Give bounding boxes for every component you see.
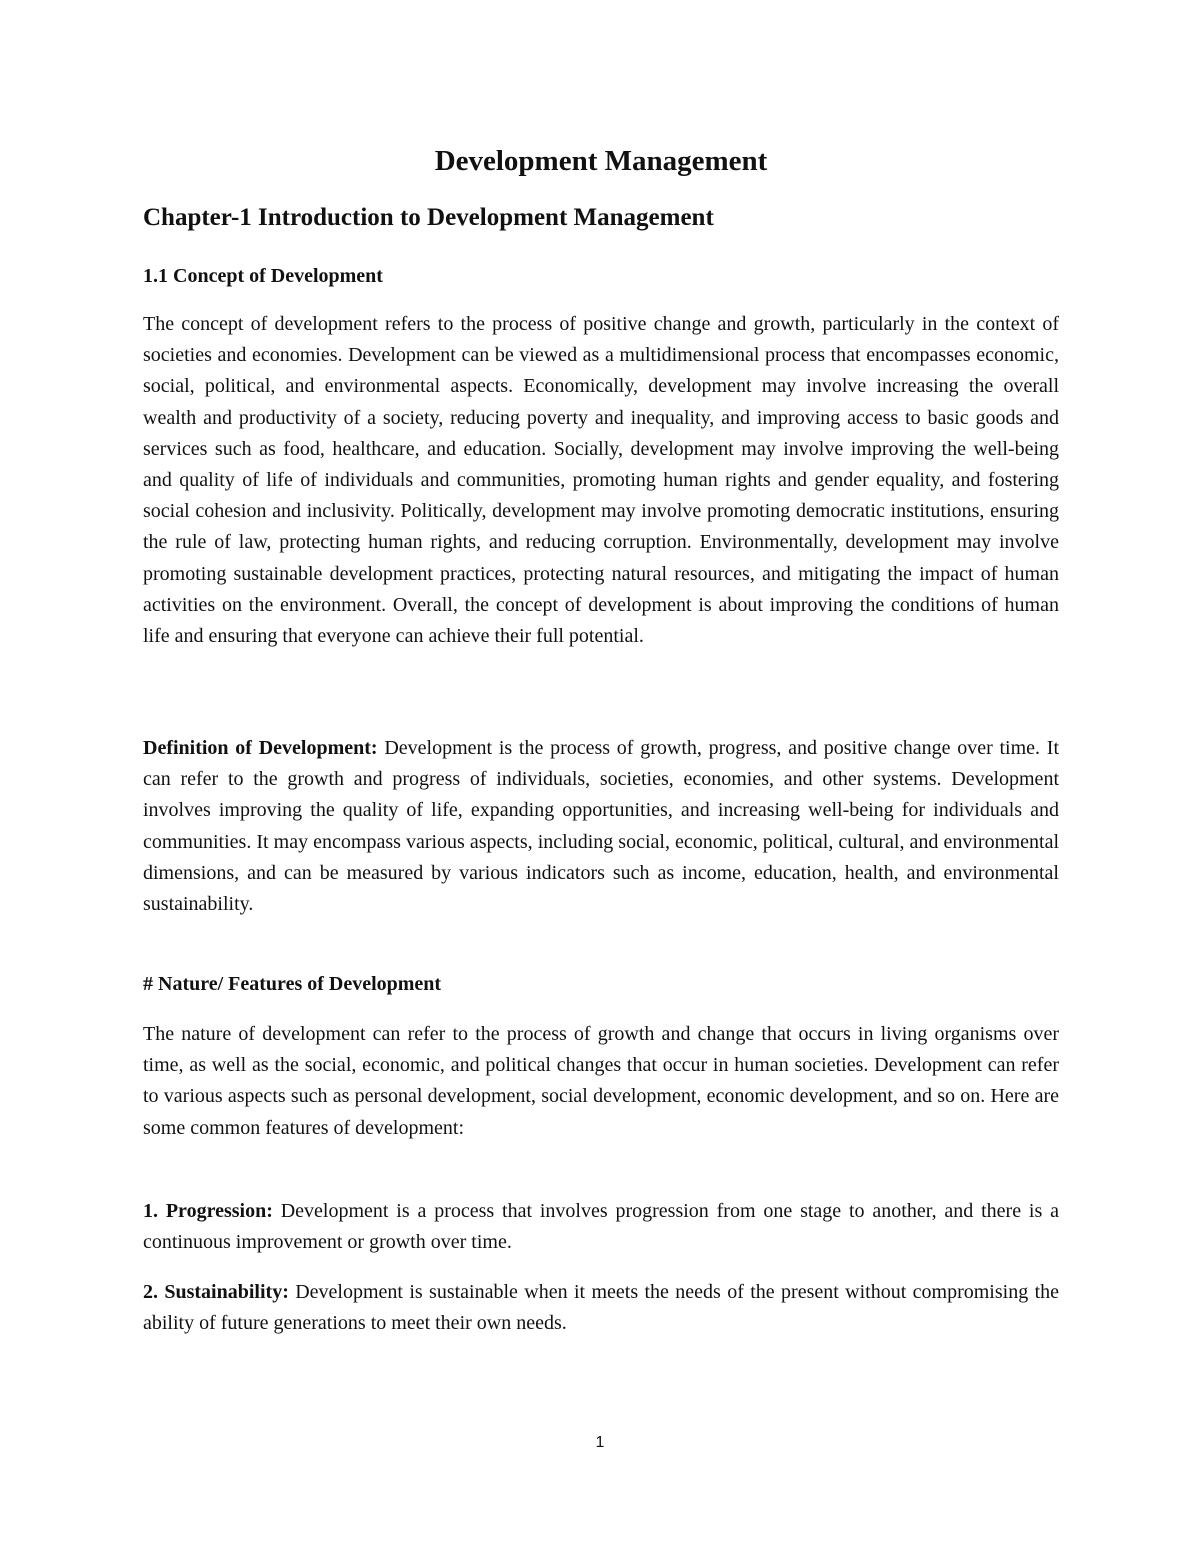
definition-label: Definition of Development: — [143, 737, 378, 759]
concept-paragraph: The concept of development refers to the process of positive change and growth, particularly in the context of societies and economies. Development can be viewed as a multidimensional process that encompasses economic, social, political, and environmental aspects. Economically, development may involve increasing the overall wealth and productivity of a society, reducing poverty and inequality, and improving access to basic goods and services such as food, healthcare, and education. Socially, development may involve improving the well-being and quality of life of individuals and communities, promoting human rights and gender equality, and fostering social cohesion and inclusivity. Politically, development may involve promoting democratic institutions, ensuring the rule of law, protecting human rights, and reducing corruption. Environmentally, development may involve promoting sustainable development practices, protecting natural resources, and mitigating the impact of human activities on the environment. Overall, the concept of development is about improving the conditions of human life and ensuring that everyone can achieve their full potential. — [143, 313, 1059, 648]
feature-item — [143, 1277, 1059, 1339]
feature-text: Development is a process that involves progression from one stage to another, and there is a continuous improvement or growth over time. — [143, 1200, 1059, 1254]
chapter-title: Chapter-1 Introduction to Development Management — [143, 204, 714, 231]
nature-paragraph: The nature of development can refer to the process of growth and change that occurs in living organisms over time, as well as the social, economic, and political changes that occur in human societies. Development can refer to various aspects such as personal development, social development, economic development, and so on. Here are some common features of development: — [143, 1023, 1059, 1139]
definition-paragraph — [143, 733, 1059, 920]
section-title: 1.1 Concept of Development — [143, 265, 383, 287]
feature-label: 2. Sustainability: — [143, 1281, 289, 1303]
feature-text: Development is sustainable when it meets the needs of the present without compromising the ability of future generations to meet their own needs. — [143, 1281, 1059, 1335]
document-title: Development Management — [434, 145, 768, 177]
definition-text: Development is the process of growth, progress, and positive change over time. It can refer to the growth and progress of individuals, societies, economies, and other systems. Development involves improving the quality of life, expanding opportunities, and increasing well-being for individuals and communities. It may encompass various aspects, including social, economic, political, cultural, and environmental dimensions, and can be measured by various indicators such as income, education, health, and environmental sustainability. — [143, 737, 1059, 916]
page-number: 1 — [595, 1434, 605, 1451]
nature-heading: # Nature/ Features of Development — [143, 973, 442, 995]
feature-item — [143, 1196, 1059, 1258]
feature-label: 1. Progression: — [143, 1200, 273, 1222]
